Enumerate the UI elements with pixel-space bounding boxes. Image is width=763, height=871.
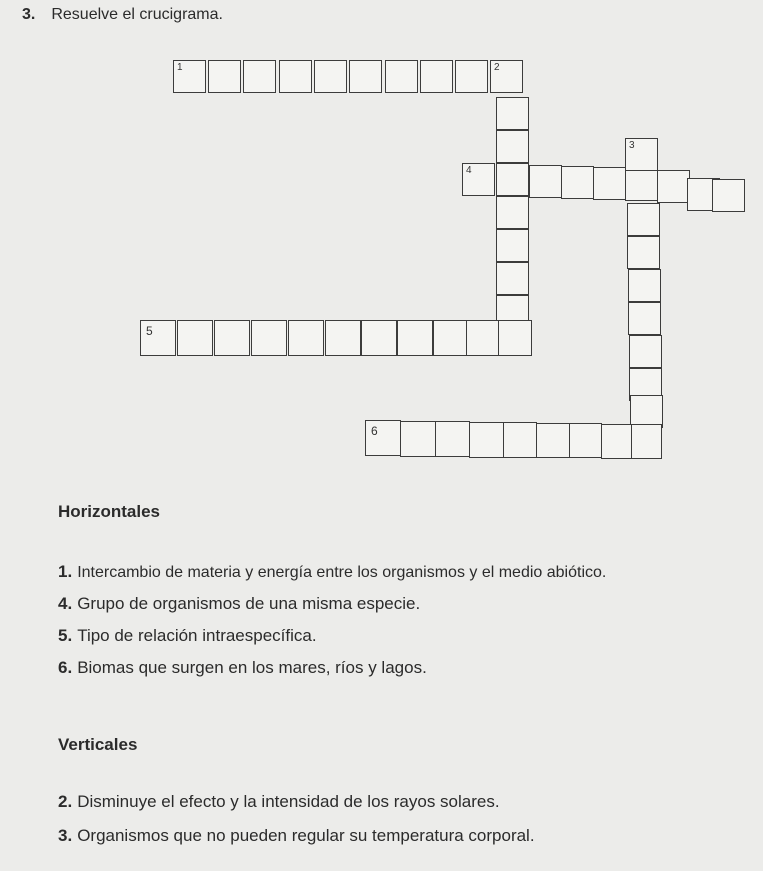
crossword-cell[interactable] — [628, 302, 661, 335]
crossword-cell[interactable] — [529, 165, 562, 198]
crossword-cell[interactable] — [208, 60, 241, 93]
clue-vertical-3 — [58, 826, 535, 846]
clue-horizontal-1 — [58, 562, 606, 582]
crossword-cell[interactable] — [631, 424, 662, 459]
clue-number: 6. — [58, 658, 73, 677]
clue-number: 1. — [58, 562, 73, 581]
crossword-cell[interactable] — [496, 163, 529, 196]
crossword-cell[interactable] — [420, 60, 453, 93]
clue-number-6: 6 — [371, 424, 378, 438]
crossword-cell[interactable] — [628, 269, 661, 302]
horizontal-heading: Horizontales — [58, 502, 161, 521]
crossword-cell[interactable] — [496, 97, 529, 130]
crossword-cell[interactable] — [435, 421, 470, 457]
crossword-cell[interactable] — [625, 138, 658, 171]
clue-text: Biomas que surgen en los mares, ríos y lagos. — [77, 658, 427, 677]
crossword-cell[interactable] — [397, 320, 433, 356]
crossword-cell[interactable] — [657, 170, 690, 203]
crossword-cell[interactable] — [177, 320, 213, 356]
clue-horizontal-4 — [58, 594, 420, 614]
crossword-cell[interactable] — [593, 167, 626, 200]
clue-number-4: 4 — [466, 165, 472, 176]
crossword-cell[interactable] — [469, 422, 504, 458]
crossword-cell[interactable] — [251, 320, 287, 356]
crossword-cell[interactable] — [455, 60, 488, 93]
crossword-cell[interactable] — [466, 320, 499, 356]
clue-number-5: 5 — [146, 324, 153, 338]
clue-text: Intercambio de materia y energía entre los organismos y el medio abiótico. — [77, 564, 607, 581]
crossword-cell[interactable] — [385, 60, 418, 93]
clue-horizontal-6 — [58, 658, 427, 678]
crossword-cell[interactable] — [569, 423, 602, 458]
clue-number-2: 2 — [494, 62, 500, 73]
crossword-cell[interactable] — [433, 320, 467, 356]
crossword-cell[interactable] — [503, 422, 537, 458]
crossword-cell[interactable] — [361, 320, 397, 356]
crossword-cell[interactable] — [601, 424, 632, 459]
crossword-cell[interactable] — [400, 421, 436, 457]
crossword-cell[interactable] — [214, 320, 250, 356]
clue-number-1: 1 — [177, 62, 183, 73]
crossword-cell[interactable] — [325, 320, 361, 356]
crossword-cell[interactable] — [627, 203, 660, 236]
clue-text: Disminuye el efecto y la intensidad de los rayos solares. — [77, 792, 500, 811]
clue-horizontal-5 — [58, 626, 317, 646]
crossword-cell[interactable] — [496, 262, 529, 295]
crossword-cell[interactable] — [349, 60, 382, 93]
vertical-heading: Verticales — [58, 735, 138, 754]
crossword-cell[interactable] — [462, 163, 495, 196]
crossword-cell[interactable] — [490, 60, 523, 93]
clue-number: 4. — [58, 594, 73, 613]
crossword-cell[interactable] — [561, 166, 594, 199]
crossword-cell[interactable] — [496, 196, 529, 229]
exercise-number: 3. — [22, 6, 36, 23]
clue-number: 3. — [58, 826, 73, 845]
crossword-cell[interactable] — [625, 168, 658, 201]
crossword-cell[interactable] — [536, 423, 570, 458]
crossword-cell[interactable] — [498, 320, 532, 356]
clue-number-3: 3 — [629, 140, 635, 151]
clue-text: Organismos que no pueden regular su temperatura corporal. — [77, 826, 535, 845]
crossword-cell[interactable] — [243, 60, 276, 93]
crossword-cell[interactable] — [288, 320, 324, 356]
crossword-cell[interactable] — [173, 60, 206, 93]
crossword-cell[interactable] — [496, 130, 529, 163]
crossword-cell[interactable] — [279, 60, 312, 93]
crossword-cell[interactable] — [627, 236, 660, 269]
crossword-cell[interactable] — [629, 335, 662, 368]
clue-text: Grupo de organismos de una misma especie. — [77, 594, 421, 613]
crossword-cell[interactable] — [712, 179, 745, 212]
exercise-instruction: Resuelve el crucigrama. — [51, 6, 223, 23]
crossword-cell[interactable] — [140, 320, 176, 356]
clue-number: 5. — [58, 626, 73, 645]
crossword-cell[interactable] — [496, 229, 529, 262]
clue-number: 2. — [58, 792, 73, 811]
clue-text: Tipo de relación intraespecífica. — [77, 626, 317, 645]
crossword-cell[interactable] — [365, 420, 401, 456]
clue-vertical-2 — [58, 792, 500, 812]
crossword-cell[interactable] — [314, 60, 347, 93]
